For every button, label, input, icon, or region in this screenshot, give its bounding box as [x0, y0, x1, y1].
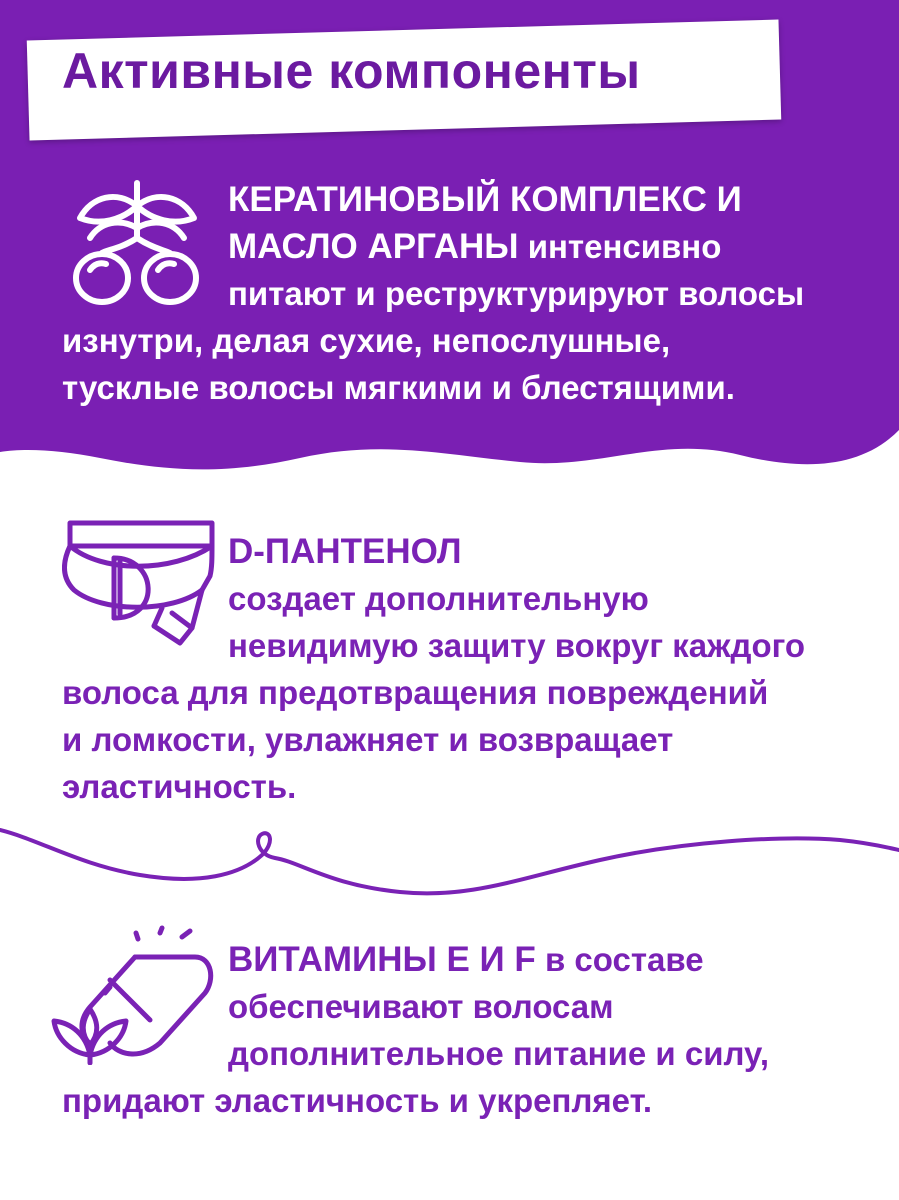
argan-branch-icon	[62, 178, 212, 313]
vitamins-heading: ВИТАМИНЫ E И F	[228, 940, 536, 979]
d-panthenol-text-line6: эластичность.	[62, 768, 297, 805]
d-panthenol-heading: D-ПАНТЕНОЛ	[228, 532, 462, 571]
d-panthenol-text-line5: и ломкости, увлажняет и возвращает	[62, 721, 674, 758]
keratin-text-line5: тусклые волосы мягкими и блестящими.	[62, 369, 735, 406]
d-panthenol-text-line4: волоса для предотвращения повреждений	[62, 674, 769, 711]
vitamins-text-continued	[62, 1077, 652, 1124]
argan-heading: МАСЛО АРГАНЫ	[228, 227, 519, 266]
vitamins-text-rest: в составе	[535, 941, 704, 978]
page-title: Активные компоненты	[62, 43, 641, 99]
wavy-divider-line	[0, 800, 899, 910]
d-panthenol-section	[228, 528, 805, 669]
keratin-argan-text-continued	[62, 317, 735, 411]
keratin-argan-section	[228, 176, 804, 317]
d-panthenol-text-continued	[62, 669, 768, 810]
vitamins-text-line4: придают эластичность и укрепляет.	[62, 1082, 653, 1119]
vitamins-section	[228, 936, 769, 1077]
d-panthenol-ribbon-icon	[62, 518, 222, 653]
keratin-heading-line1: КЕРАТИНОВЫЙ КОМПЛЕКС И	[228, 180, 742, 219]
vitamin-capsule-icon	[40, 925, 220, 1065]
d-panthenol-text-line3: невидимую защиту вокруг каждого	[228, 627, 806, 664]
keratin-text-line3: питают и реструктурируют волосы	[228, 275, 805, 312]
keratin-text-line4: изнутри, делая сухие, непослушные,	[62, 322, 671, 359]
keratin-text-rest: интенсивно	[518, 228, 722, 265]
vitamins-text-line3: дополнительное питание и силу,	[228, 1035, 770, 1072]
d-panthenol-text-line2: создает дополнительную	[228, 580, 649, 617]
vitamins-text-line2: обеспечивают волосам	[228, 988, 614, 1025]
